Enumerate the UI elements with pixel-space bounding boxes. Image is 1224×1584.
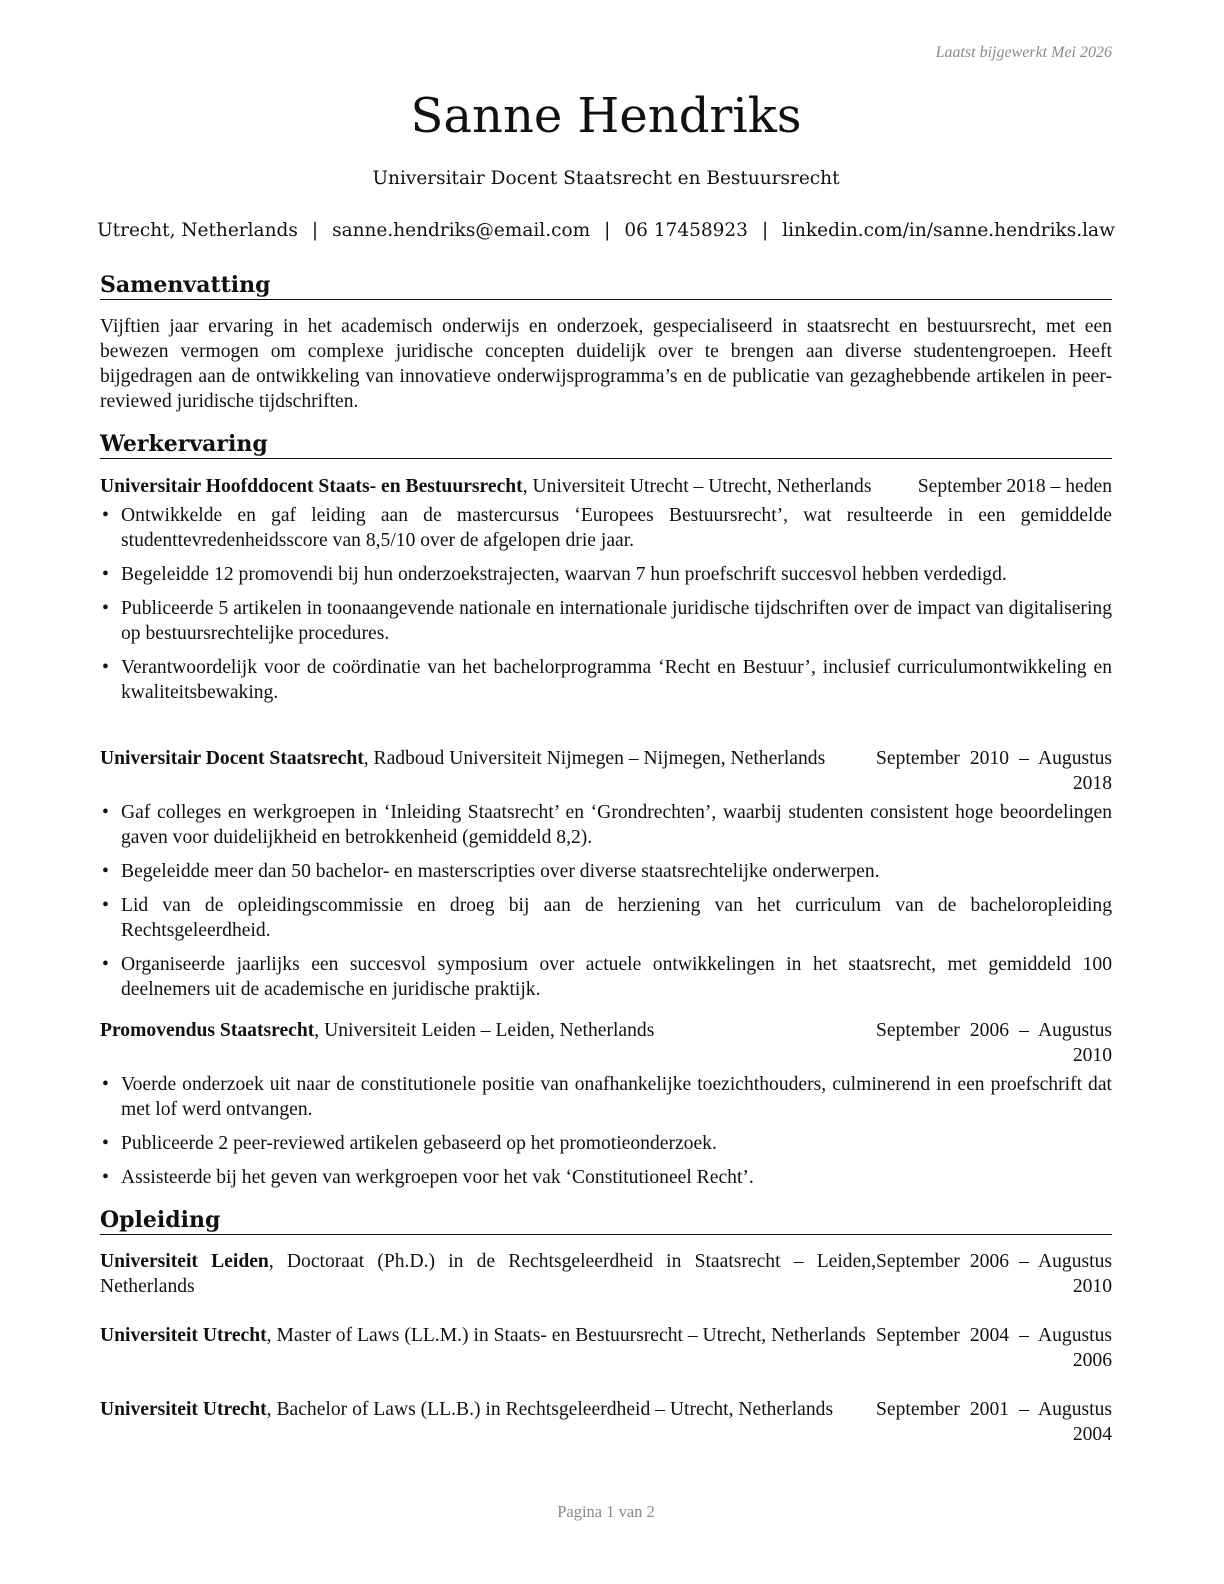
job-title: Universitair Docent Staatsrecht: [100, 748, 364, 769]
job-dates: September 2006 – Augustus 2010: [876, 1020, 1112, 1066]
job-details: , Universiteit Leiden – Leiden, Netherlands: [314, 1020, 655, 1041]
school-name: Universiteit Utrecht: [100, 1325, 267, 1346]
contact-separator: |: [311, 220, 319, 241]
job-bullets: [100, 1072, 1112, 1190]
summary-heading: Samenvatting: [100, 272, 1112, 300]
resume-page: [97, 0, 1115, 1584]
degree-details: , Master of Laws (LL.M.) in Staats- en Bestuursrecht – Utrecht, Netherlands: [266, 1325, 866, 1346]
person-name: Sanne Hendriks: [410, 88, 802, 144]
job-dates: September 2018 – heden: [917, 476, 1112, 497]
bullet-item: • Begeleidde meer dan 50 bachelor- en masterscripties over diverse staatsrechtelijke onderwerpen.: [100, 859, 1112, 884]
job-entry: [100, 1018, 1112, 1199]
degree-details: , Bachelor of Laws (LL.B.) in Rechtsgeleerdheid – Utrecht, Netherlands: [266, 1399, 834, 1420]
bullet-item: • Publiceerde 2 peer-reviewed artikelen gebaseerd op het promotieonderzoek.: [100, 1131, 1112, 1156]
job-title: Promovendus Staatsrecht: [100, 1020, 315, 1041]
job-header: [100, 746, 1112, 796]
contact-email[interactable]: sanne.hendriks@email.com: [332, 220, 591, 241]
school-name: Universiteit Utrecht: [100, 1399, 267, 1420]
job-entry: [100, 474, 1112, 714]
education-dates: September 2006 – Augustus 2010: [876, 1251, 1112, 1297]
education-header: [100, 1323, 1112, 1373]
degree-details: , Doctoraat (Ph.D.) in de Rechtsgeleerdheid in Staatsrecht – Leiden, Netherlands: [100, 1251, 876, 1297]
bullet-item: • Begeleidde 12 promovendi bij hun onderzoekstrajecten, waarvan 7 hun proefschrift succesvol hebben verdedigd.: [100, 562, 1112, 587]
bullet-item: • Gaf colleges en werkgroepen in ‘Inleiding Staatsrecht’ en ‘Grondrechten’, waarbij studenten consistent hoge beoordelingen gaven voor duidelijkheid en betrokkenheid (gemiddeld 8,2).: [100, 800, 1112, 850]
bullet-item: • Verantwoordelijk voor de coördinatie van het bachelorprogramma ‘Recht en Bestuur’, inclusief curriculumontwikkeling en kwaliteitsbewaking.: [100, 655, 1112, 705]
education-line: [100, 1249, 876, 1299]
bullet-item: • Assisteerde bij het geven van werkgroepen voor het vak ‘Constitutioneel Recht’.: [100, 1165, 1112, 1190]
education-header: [100, 1397, 1112, 1447]
job-header: [100, 1018, 1112, 1068]
education-entry: [100, 1323, 1112, 1373]
job-dates: September 2010 – Augustus 2018: [876, 748, 1112, 794]
job-entry: [100, 746, 1112, 1011]
education-header: [100, 1249, 1112, 1299]
education-entry: [100, 1249, 1112, 1299]
job-title-line: [100, 746, 876, 771]
job-title-line: [100, 474, 918, 499]
job-details: , Universiteit Utrecht – Utrecht, Netherlands: [522, 476, 872, 497]
job-header: [100, 474, 1112, 499]
contact-location: Utrecht, Netherlands: [97, 220, 298, 241]
education-line: [100, 1323, 876, 1348]
job-bullets: [100, 800, 1112, 1002]
bullet-item: • Lid van de opleidingscommissie en droeg bij aan de herziening van het curriculum van de bacheloropleiding Rechtsgeleerdheid.: [100, 893, 1112, 943]
job-details: , Radboud Universiteit Nijmegen – Nijmegen, Netherlands: [363, 748, 826, 769]
bullet-item: • Organiseerde jaarlijks een succesvol symposium over actuele ontwikkelingen in het staatsrecht, met gemiddeld 100 deelnemers uit de academische en juridische praktijk.: [100, 952, 1112, 1002]
contact-phone: 06 17458923: [624, 220, 748, 241]
job-subtitle: Universitair Docent Staatsrecht en Bestuursrecht: [372, 168, 840, 189]
contact-line: [90, 220, 1122, 241]
bullet-item: • Publiceerde 5 artikelen in toonaangevende nationale en internationale juridische tijdschriften over de impact van digitalisering op bestuursrechtelijke procedures.: [100, 596, 1112, 646]
experience-heading: Werkervaring: [100, 431, 1112, 459]
page-number: Pagina 1 van 2: [557, 1502, 655, 1521]
education-entry: [100, 1397, 1112, 1447]
education-dates: September 2004 – Augustus 2006: [876, 1325, 1112, 1371]
job-bullets: [100, 503, 1112, 705]
education-line: [100, 1397, 876, 1422]
education-dates: September 2001 – Augustus 2004: [876, 1399, 1112, 1445]
contact-separator: |: [761, 220, 769, 241]
school-name: Universiteit Leiden: [100, 1251, 269, 1272]
summary-text: Vijftien jaar ervaring in het academisch onderwijs en onderzoek, gespecialiseerd in staatsrecht en bestuursrecht, met een bewezen vermogen om complexe juridische concepten duidelijk over te brengen aan diverse studentengroepen. Heeft bijgedragen aan de ontwikkeling van innovatieve onderwijsprogramma’s en de publicatie van gezaghebbende artikelen in peer-reviewed juridische tijdschriften.: [100, 316, 1112, 412]
last-updated: Laatst bijgewerkt Mei 2026: [935, 44, 1112, 61]
job-title-line: [100, 1018, 876, 1043]
bullet-item: • Voerde onderzoek uit naar de constitutionele positie van onafhankelijke toezichthouders, culminerend in een proefschrift dat met lof werd ontvangen.: [100, 1072, 1112, 1122]
education-heading: Opleiding: [100, 1207, 1112, 1235]
bullet-item: • Ontwikkelde en gaf leiding aan de mastercursus ‘Europees Bestuursrecht’, wat resulteerde in een gemiddelde studenttevredenheidsscore van 8,5/10 over de afgelopen drie jaar.: [100, 503, 1112, 553]
contact-linkedin[interactable]: linkedin.com/in/sanne.hendriks.law: [782, 220, 1115, 241]
job-title: Universitair Hoofddocent Staats- en Bestuursrecht: [100, 476, 523, 497]
contact-separator: |: [604, 220, 611, 241]
